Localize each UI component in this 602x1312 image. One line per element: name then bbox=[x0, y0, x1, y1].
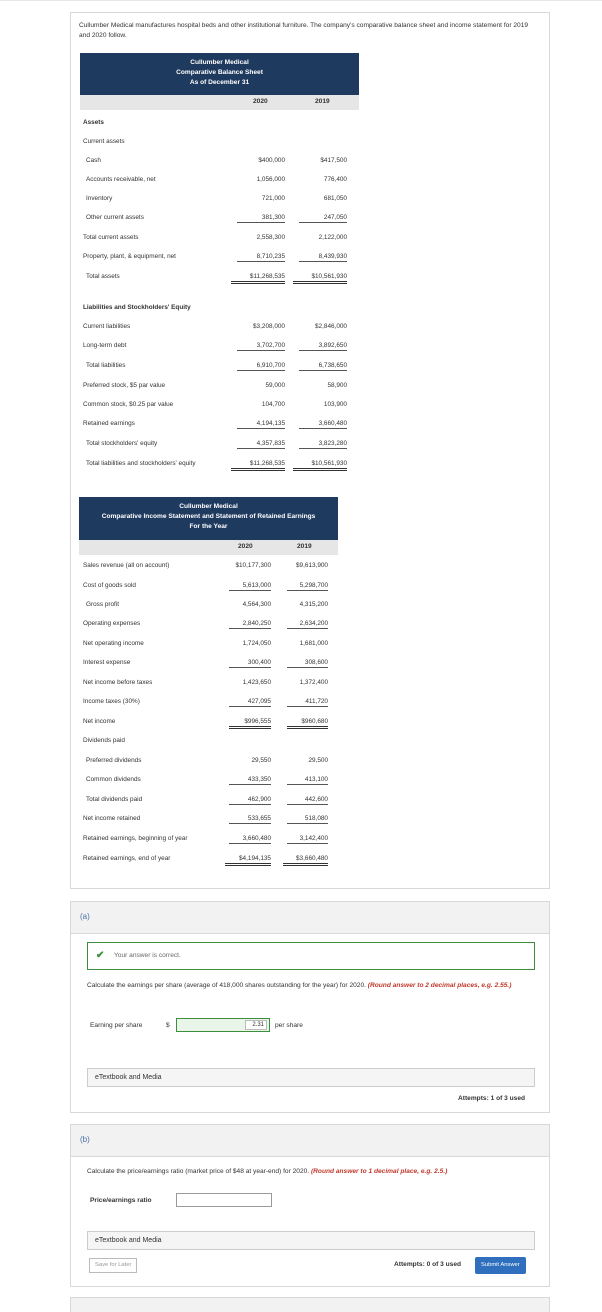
bs-year-2020: 2020 bbox=[253, 98, 268, 105]
bs-row-total-se: Total stockholders' equity 4,357,835 3,823,280 bbox=[86, 440, 347, 447]
bs-row-total-liab: Total liabilities 6,910,700 6,738,650 bbox=[86, 362, 347, 369]
etextbook-media-b[interactable]: eTextbook and Media bbox=[87, 1231, 535, 1250]
bs-assets-head: Assets bbox=[83, 119, 104, 126]
is-row-pref-div: Preferred dividends 29,550 29,500 bbox=[86, 757, 328, 764]
attempts-b: Attempts: 0 of 3 used bbox=[394, 1261, 462, 1268]
eps-input[interactable] bbox=[176, 1018, 270, 1032]
is-row-sales: Sales revenue (all on account) $10,177,300 $9,613,900 bbox=[83, 562, 328, 569]
bs-liab-head: Liabilities and Stockholders' Equity bbox=[83, 304, 191, 311]
currency-symbol: $ bbox=[166, 1022, 170, 1029]
income-statement bbox=[79, 497, 341, 877]
part-a-prompt-text: Calculate the earnings per share (average of 418,000 shares outstanding for the year) for 2020. bbox=[87, 982, 366, 989]
part-a-round-note: (Round answer to 2 decimal places, e.g. 2.55.) bbox=[367, 982, 512, 989]
bs-row-cur-liab: Current liabilities $3,208,000 $2,846,000 bbox=[83, 323, 347, 330]
is-row-re-beg: Retained earnings, beginning of year 3,660,480 3,142,400 bbox=[83, 835, 328, 842]
is-year-2019: 2019 bbox=[297, 543, 312, 550]
eps-unit: per share bbox=[275, 1022, 303, 1029]
is-row-opex: Operating expenses 2,840,250 2,634,200 bbox=[83, 620, 328, 627]
save-for-later-button[interactable]: Save for Later bbox=[89, 1258, 137, 1273]
check-icon: ✔ bbox=[96, 950, 105, 961]
is-row-ni: Net income $996,555 $960,680 bbox=[79, 716, 341, 728]
bs-row-pref: Preferred stock, $5 par value 59,000 58,900 bbox=[83, 382, 347, 389]
part-b-header bbox=[71, 1125, 549, 1157]
bs-row-cash: Cash $400,000 $417,500 bbox=[86, 157, 347, 164]
is-year-header bbox=[79, 540, 338, 555]
balance-sheet bbox=[79, 53, 359, 473]
is-row-nibt: Net income before taxes 1,423,650 1,372,400 bbox=[83, 679, 328, 686]
bs-row-total-assets: Total assets $11,268,535 $10,561,930 bbox=[79, 271, 359, 283]
pe-ratio-label: Price/earnings ratio bbox=[90, 1197, 152, 1204]
bs-row-ar: Accounts receivable, net 1,056,000 776,400 bbox=[86, 176, 347, 183]
bs-row-total-le: Total liabilities and stockholders' equity $11,268,535 $10,561,930 bbox=[79, 458, 359, 470]
part-b-prompt-text: Calculate the price/earnings ratio (market price of $48 at year-end) for 2020. bbox=[87, 1168, 310, 1175]
submit-answer-button[interactable]: Submit Answer bbox=[475, 1257, 526, 1274]
bs-row-ltd: Long-term debt 3,702,700 3,892,650 bbox=[83, 342, 347, 349]
intro-text: Cullumber Medical manufactures hospital beds and other institutional furniture. The company's comparative balance sheet and income statement for 2019 and 2020 follow. bbox=[79, 22, 529, 39]
is-row-gross: Gross profit 4,564,300 4,315,200 bbox=[86, 601, 328, 608]
part-a-prompt bbox=[87, 981, 537, 991]
bs-title-company: Cullumber Medical bbox=[190, 59, 249, 66]
is-row-total-div: Total dividends paid 462,900 442,600 bbox=[86, 796, 328, 803]
is-div-head: Dividends paid bbox=[83, 737, 125, 744]
part-c-panel bbox=[70, 1297, 550, 1312]
is-row-noi: Net operating income 1,724,050 1,681,000 bbox=[83, 640, 328, 647]
bs-year-header bbox=[80, 95, 359, 110]
question-panel bbox=[70, 12, 550, 889]
eps-input-value: 2.31 bbox=[245, 1020, 267, 1030]
income-header bbox=[79, 497, 338, 540]
correct-message: Your answer is correct. bbox=[114, 952, 181, 959]
is-row-cogs: Cost of goods sold 5,613,000 5,298,700 bbox=[83, 582, 328, 589]
part-b-round-note: (Round answer to 1 decimal place, e.g. 2.5.) bbox=[310, 1168, 448, 1175]
bs-title-statement: Comparative Balance Sheet bbox=[176, 69, 263, 76]
bs-current-assets-head: Current assets bbox=[83, 138, 125, 145]
attempts-a: Attempts: 1 of 3 used bbox=[458, 1095, 526, 1102]
balance-sheet-header bbox=[80, 53, 359, 95]
bs-row-re: Retained earnings 4,194,135 3,660,480 bbox=[83, 420, 347, 427]
part-b-letter: (b) bbox=[80, 1135, 90, 1144]
part-b-prompt bbox=[87, 1167, 537, 1177]
is-row-com-div: Common dividends 433,350 413,100 bbox=[86, 776, 328, 783]
bs-row-inventory: Inventory 721,000 681,050 bbox=[86, 195, 347, 202]
is-row-re-end: Retained earnings, end of year $4,194,135 $3,660,480 bbox=[79, 853, 341, 865]
bs-year-2019: 2019 bbox=[315, 98, 330, 105]
part-a-panel bbox=[70, 901, 550, 1113]
pe-ratio-input[interactable] bbox=[176, 1193, 272, 1207]
part-a-letter: (a) bbox=[80, 912, 90, 921]
etextbook-media-a[interactable]: eTextbook and Media bbox=[87, 1068, 535, 1087]
bs-row-common: Common stock, $0.25 par value 104,700 103,900 bbox=[83, 401, 347, 408]
is-year-2020: 2020 bbox=[238, 543, 253, 550]
bs-row-ppe: Property, plant, & equipment, net 8,710,235 8,439,930 bbox=[83, 253, 347, 260]
bs-title-date: As of December 31 bbox=[189, 79, 250, 86]
bs-row-total-current: Total current assets 2,558,300 2,122,000 bbox=[83, 234, 347, 241]
eps-label: Earning per share bbox=[90, 1022, 143, 1029]
is-title-period: For the Year bbox=[189, 523, 228, 530]
part-a-header bbox=[71, 902, 549, 934]
top-divider bbox=[0, 0, 602, 1]
is-row-taxes: Income taxes (30%) 427,095 411,720 bbox=[83, 698, 328, 705]
is-row-interest: Interest expense 300,400 308,600 bbox=[83, 659, 328, 666]
correct-answer-banner bbox=[87, 942, 535, 970]
is-title-statement: Comparative Income Statement and Statement of Retained Earnings bbox=[101, 513, 316, 520]
part-b-panel bbox=[70, 1124, 550, 1287]
is-title-company: Cullumber Medical bbox=[179, 503, 238, 510]
is-row-ni-retained: Net income retained 533,655 518,080 bbox=[83, 815, 328, 822]
bs-row-other: Other current assets 381,300 247,050 bbox=[86, 214, 347, 221]
